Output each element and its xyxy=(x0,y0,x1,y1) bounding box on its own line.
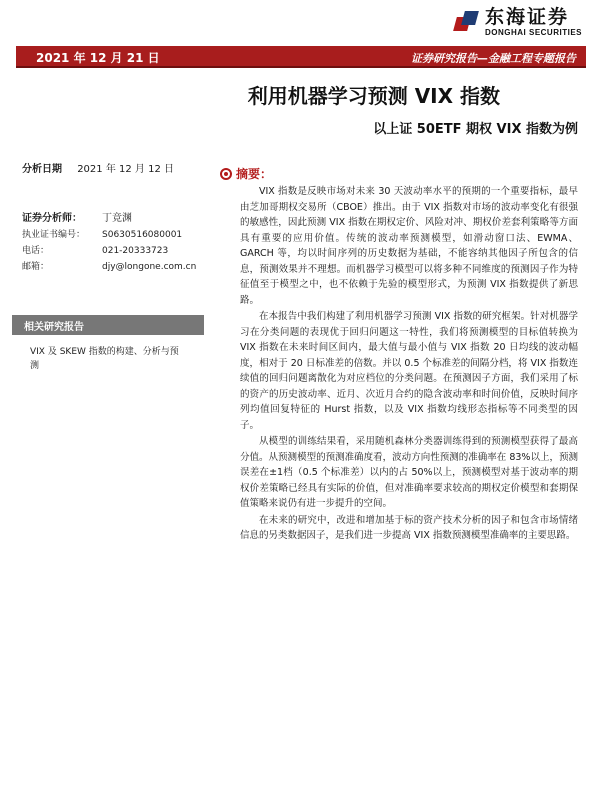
analyst-info xyxy=(22,213,202,273)
abstract-paragraph: 从模型的训练结果看，采用随机森林分类器训练得到的预测模型获得了最高分值。从预测模型的预测准确度看，波动方向性预测的准确率在 83%以上，预测误差在±1档（0.5 个标准差）以内的占 50%以上，预测模型对基于波动率的期权价差策略已经具有实际的价值，但对准确率要求较高的期权定价模型和套期保值策略来说仍有进一步提升的空间。 xyxy=(240,436,578,509)
abstract-body xyxy=(240,184,578,545)
abstract-title: 摘要： xyxy=(236,167,273,181)
analysis-date xyxy=(22,160,202,175)
phone-label: 电话： xyxy=(22,246,50,256)
analyst-name: 丁竞渊 xyxy=(102,213,132,224)
analysis-date-value: 2021 年 12 月 12 日 xyxy=(77,164,174,175)
analyst-row xyxy=(22,213,202,225)
company-logo xyxy=(455,4,582,40)
logo-mark-icon xyxy=(455,11,479,33)
left-column xyxy=(22,160,202,277)
related-report-link[interactable]: VIX 及 SKEW 指数的构建、分析与预测 xyxy=(30,347,179,371)
report-title: 利用机器学习预测 VIX 指数 xyxy=(247,84,500,108)
logo-cn-text: 东海证券 xyxy=(484,5,569,28)
analyst-label: 证券分析师： xyxy=(22,213,82,224)
phone-row xyxy=(22,245,202,257)
abstract-paragraph: 在本报告中我们构建了利用机器学习预测 VIX 指数的研究框架。针对机器学习在分类问题的表现优于回归问题这一特性，我们将预测模型的目标值转换为 VIX 指数在未来时间区间内，最大值与最小值与 VIX 指数 20 日均线的波动幅度，相对于 20 日标准差的倍数。并以 0.5 个标准差的间隔分档，将 VIX 指数连续值的回归问题离散化为对应档位的分类问题。在预测因子方面，我们采用了标的资产的历史波动率、近月、次近月合约的隐含波动率和时间价值，反映时间序列均值回复特征的 Hurst 指数，以及 VIX 指数均线形态指标等不同类型的因子。 xyxy=(240,311,578,431)
header-band xyxy=(16,46,586,68)
report-category: 证券研究报告—金融工程专题报告 xyxy=(411,52,576,65)
cert-row xyxy=(22,229,202,241)
abstract-header xyxy=(220,165,272,182)
abstract-paragraph: 在未来的研究中，改进和增加基于标的资产技术分析的因子和包含市场情绪信息的另类数据因子，是我们进一步提高 VIX 指数预测模型准确率的主要思路。 xyxy=(240,514,578,541)
abstract-paragraph: VIX 指数是反映市场对未来 30 天波动率水平的预期的一个重要指标，最早由芝加哥期权交易所（CBOE）推出。由于 VIX 指数对市场的波动率变化有很强的敏感性，因此预测 VIX 指数在期权定价、风险对冲、期权价差套利策略等方面具有重要的应用价值。传统的波动率预测模型，如滑动窗口法、EWMA、GARCH 等，均以时间序列的历史数据为基础，不能容纳其他因子所包含的信息，预测效果并不理想。而机器学习模型可以将多种不同维度的预测因子作为特征值至于模型之中，也不依赖于先验的模型形式，为预测 VIX 指数提供了新思路。 xyxy=(240,186,578,306)
email-link[interactable]: djy@longone.com.cn xyxy=(102,262,197,272)
analysis-date-label: 分析日期 xyxy=(22,164,62,175)
related-reports-title: 相关研究报告 xyxy=(24,322,84,333)
cert-value: S0630516080001 xyxy=(102,230,183,240)
logo-en-text: DONGHAI SECURITIES xyxy=(484,27,582,37)
phone-value: 021-20333723 xyxy=(102,246,169,256)
cert-label: 执业证书编号： xyxy=(22,230,86,240)
report-subtitle: 以上证 50ETF 期权 VIX 指数为例 xyxy=(373,122,578,137)
email-label: 邮箱： xyxy=(22,262,50,272)
related-reports-band xyxy=(12,315,204,335)
report-date: 2021 年 12 月 21 日 xyxy=(36,51,160,65)
target-icon xyxy=(220,168,232,180)
email-row xyxy=(22,261,202,273)
